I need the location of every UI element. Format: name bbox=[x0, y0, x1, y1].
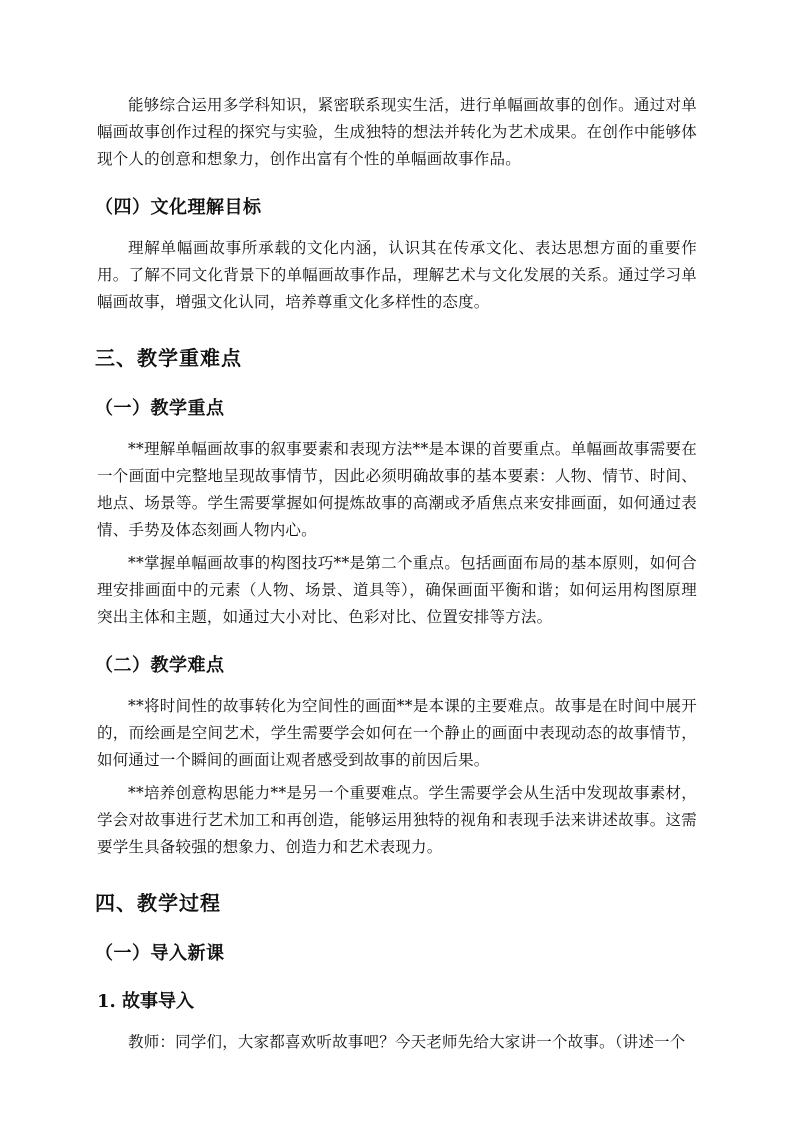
heading-difficult-points: （二）教学难点 bbox=[95, 655, 225, 676]
heading-process: 四、教学过程 bbox=[95, 891, 221, 915]
heading-key-difficult: 三、教学重难点 bbox=[95, 346, 242, 370]
document-body bbox=[97, 92, 697, 1056]
paragraph-difficult-point-2: **培养创意构思能力**是另一个重要难点。学生需要学会从生活中发现故事素材，学会对故事进行艺术加工和再创造，能够运用独特的视角和表现手法来讲述故事。这需要学生具备较强的想象力、创造力和艺术表现力。 bbox=[97, 784, 697, 856]
paragraph-creative-goal: 能够综合运用多学科知识，紧密联系现实生活，进行单幅画故事的创作。通过对单幅画故事创作过程的探究与实验，生成独特的想法并转化为艺术成果。在创作中能够体现个人的创意和想象力，创作出富有个性的单幅画故事作品。 bbox=[97, 96, 697, 168]
paragraph-teacher-dialogue: 教师：同学们，大家都喜欢听故事吧？今天老师先给大家讲一个故事。（讲述一个 bbox=[128, 1033, 686, 1051]
paragraph-difficult-point-1: **将时间性的故事转化为空间性的画面**是本课的主要难点。故事是在时间中展开的，而绘画是空间艺术，学生需要学会如何在一个静止的画面中表现动态的故事情节，如何通过一个瞬间的画面让观者感受到故事的前因后果。 bbox=[97, 697, 697, 769]
heading-culture-goal: （四）文化理解目标 bbox=[95, 197, 262, 218]
heading-key-points: （一）教学重点 bbox=[95, 398, 225, 419]
paragraph-key-point-2: **掌握单幅画故事的构图技巧**是第二个重点。包括画面布局的基本原则，如何合理安排画面中的元素（人物、场景、道具等），确保画面平衡和谐；如何运用构图原理突出主体和主题，如通过大小对比、色彩对比、位置安排等方法。 bbox=[97, 554, 697, 626]
paragraph-key-point-1: **理解单幅画故事的叙事要素和表现方法**是本课的首要重点。单幅画故事需要在一个画面中完整地呈现故事情节，因此必须明确故事的基本要素：人物、情节、时间、地点、场景等。学生需要掌握如何提炼故事的高潮或矛盾焦点来安排画面，如何通过表情、手势及体态刻画人物内心。 bbox=[97, 440, 697, 539]
heading-story-intro: 1. 故事导入 bbox=[97, 991, 195, 1012]
heading-intro: （一）导入新课 bbox=[95, 943, 225, 964]
paragraph-culture-goal: 理解单幅画故事所承载的文化内涵，认识其在传承文化、表达思想方面的重要作用。了解不同文化背景下的单幅画故事作品，理解艺术与文化发展的关系。通过学习单幅画故事，增强文化认同，培养尊重文化多样性的态度。 bbox=[97, 239, 697, 311]
